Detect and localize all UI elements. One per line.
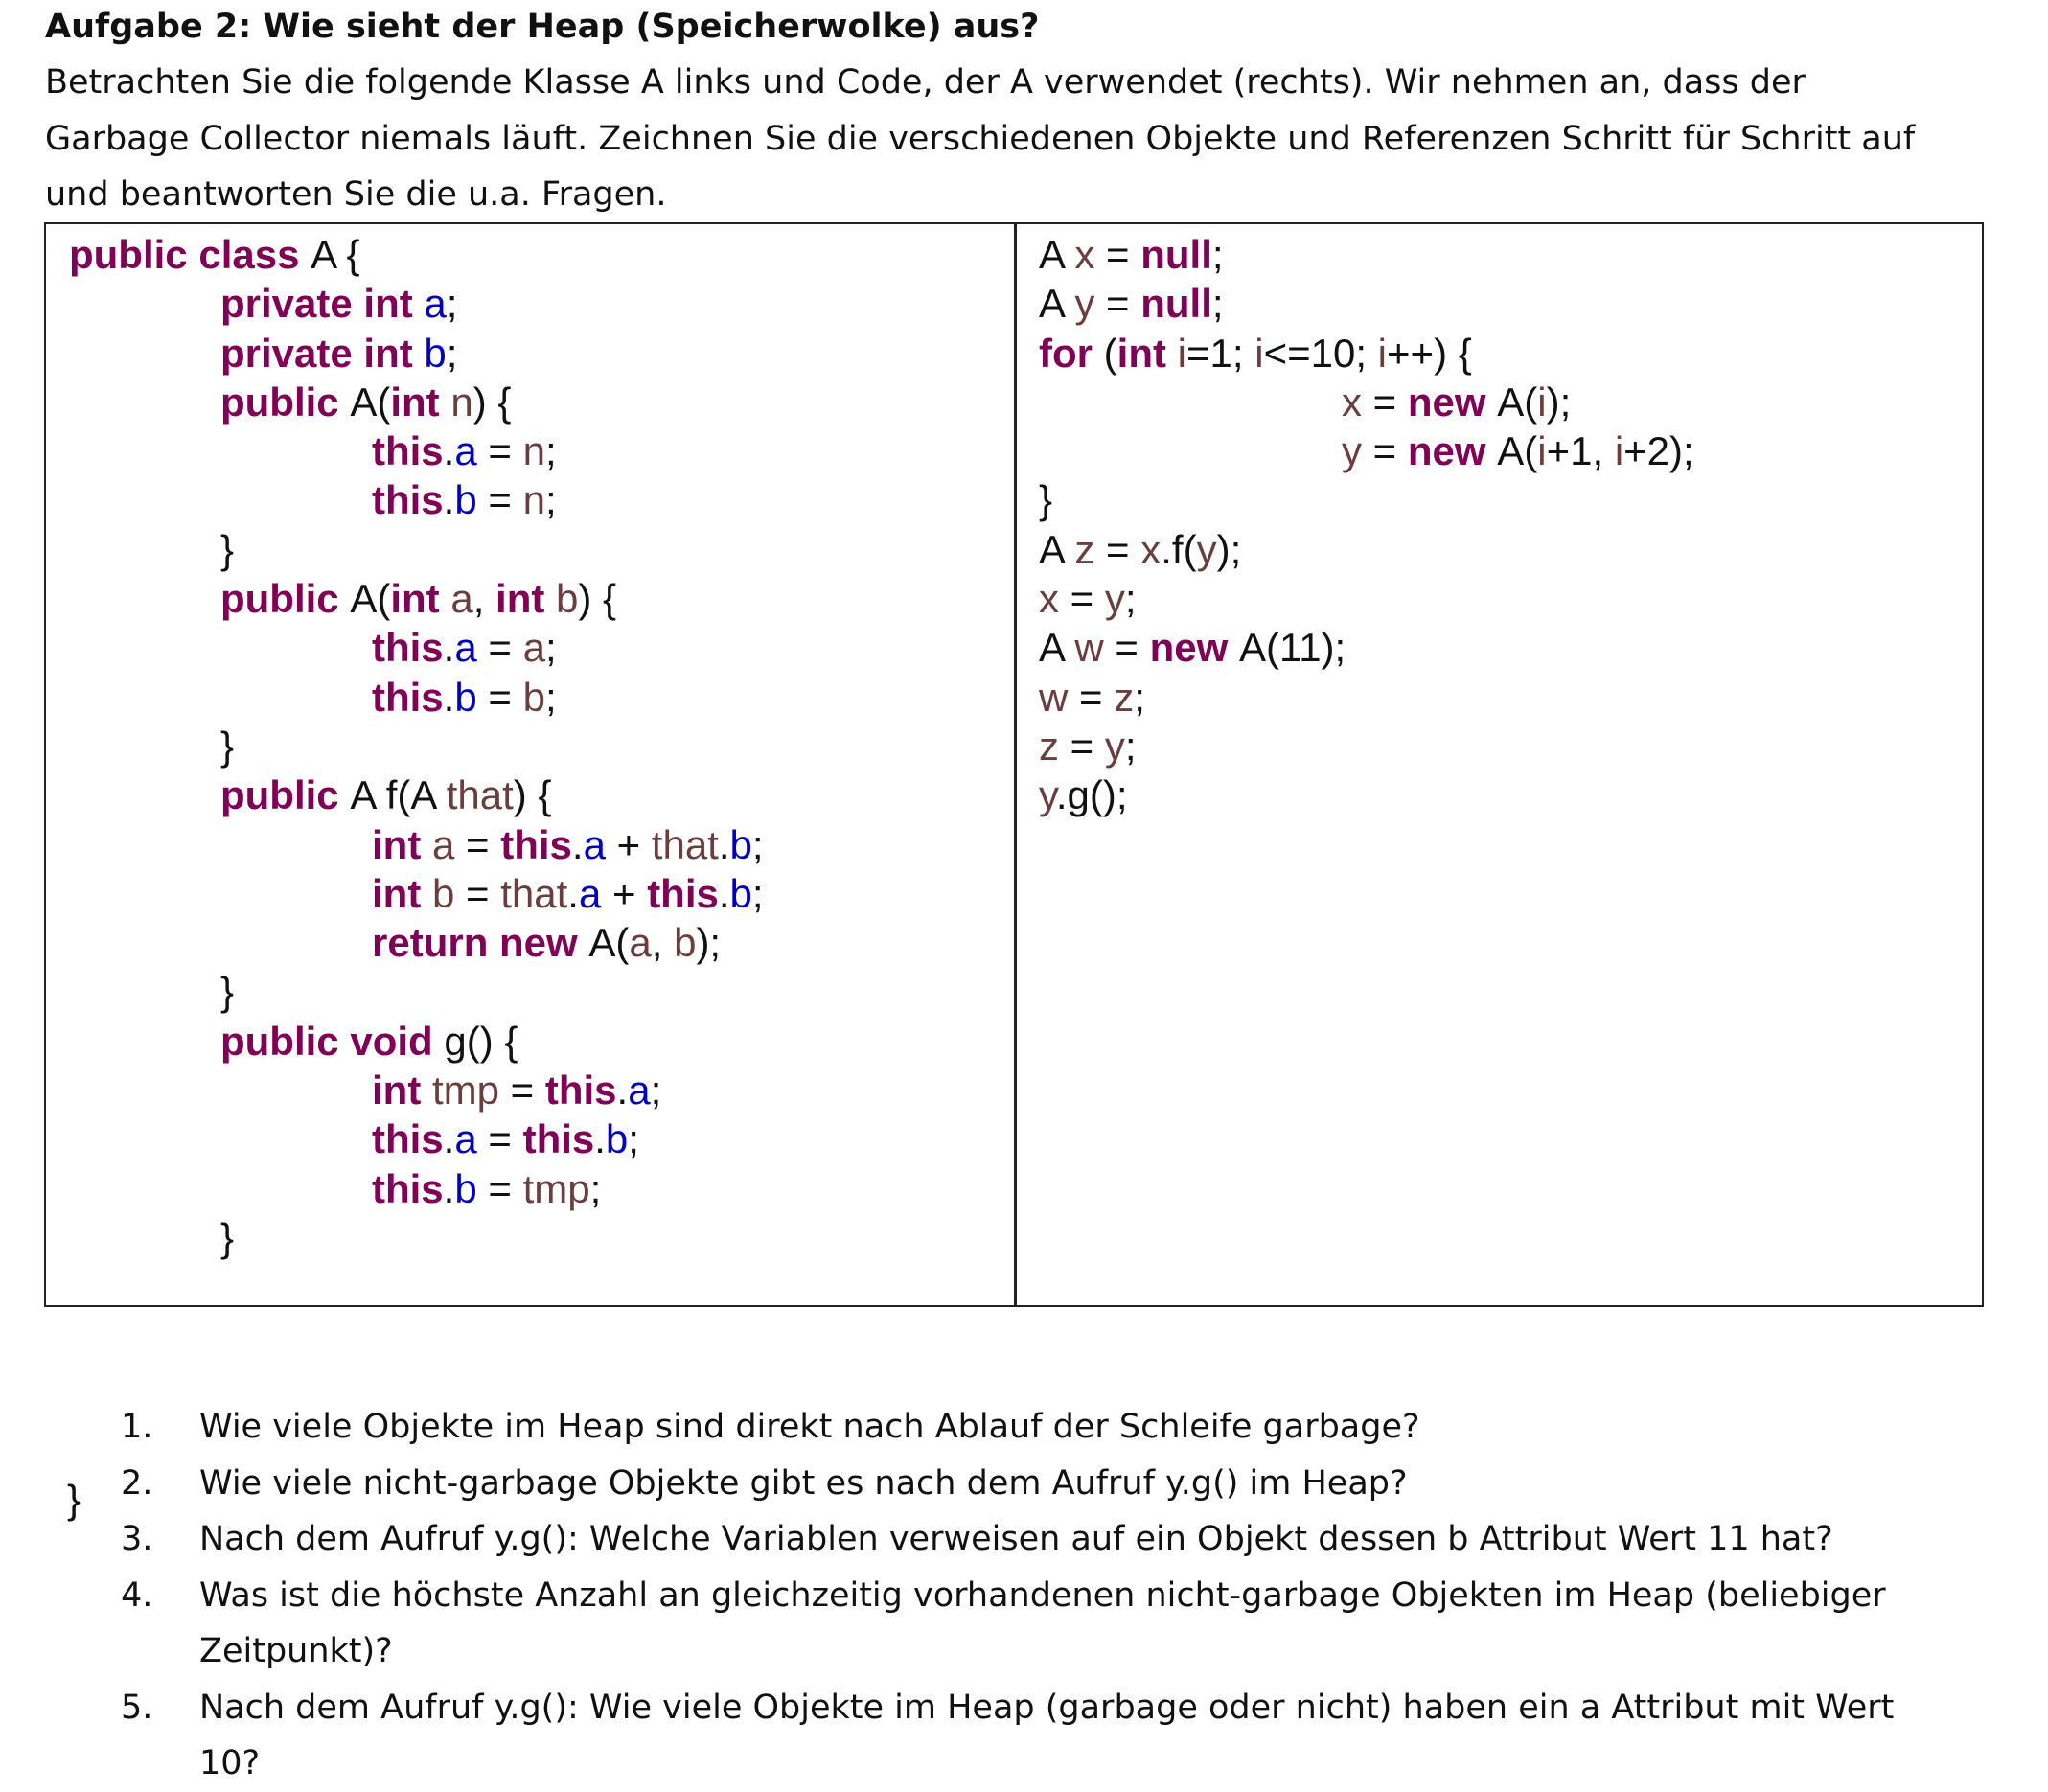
code-line: [1039, 230, 1694, 279]
code-keyword: private int: [220, 330, 425, 376]
code-text: ;: [446, 281, 458, 327]
code-text: }: [220, 526, 235, 572]
code-text: .: [616, 1068, 629, 1114]
code-text: ;: [544, 428, 557, 474]
code-text: .: [443, 1165, 455, 1211]
code-text: =: [476, 674, 523, 720]
question-text: Was ist die höchste Anzahl an gleichzeitig vorhandenen nicht-garbage Objekten im Heap (beliebiger: [199, 1575, 1886, 1615]
code-text: (: [1103, 330, 1117, 376]
code-line: [1039, 770, 1694, 819]
code-text: ;: [1211, 281, 1224, 327]
intro-line: Betrachten Sie die folgende Klasse A links und Code, der A verwendet (rechts). Wir nehmen an, dass der: [45, 63, 1806, 102]
code-text: );: [696, 920, 722, 966]
code-variable: x: [1342, 379, 1362, 425]
code-field: a: [454, 428, 477, 474]
code-line: [1039, 525, 1694, 574]
code-text: A: [1039, 281, 1075, 327]
code-keyword: int: [390, 379, 451, 425]
code-keyword: new: [1407, 379, 1498, 425]
code-text: +: [601, 870, 648, 916]
code-text: ) {: [578, 576, 617, 622]
code-text: .: [443, 428, 455, 474]
code-keyword: new: [1407, 428, 1498, 474]
code-text: A f(A: [350, 772, 447, 818]
code-line: [69, 525, 764, 574]
intro-line: Garbage Collector niemals läuft. Zeichnen Sie die verschiedenen Objekte und Referenzen Schritt für Schritt auf: [45, 119, 1916, 158]
code-text: =: [476, 1116, 523, 1162]
code-variable: i: [1537, 428, 1547, 474]
code-variable: w: [1074, 625, 1104, 671]
code-keyword: public: [220, 379, 351, 425]
code-line: [69, 1164, 764, 1213]
code-line: [69, 230, 764, 279]
code-text: =: [1103, 625, 1150, 671]
code-text: A(: [1497, 428, 1538, 474]
code-variable: a: [629, 920, 652, 966]
code-text: =: [1362, 428, 1408, 474]
code-text: g() {: [444, 1018, 518, 1064]
code-keyword: return new: [372, 920, 589, 966]
code-text: );: [1216, 526, 1242, 572]
code-keyword: int: [1116, 330, 1178, 376]
column-divider: [1014, 224, 1017, 1305]
code-text: =: [476, 1165, 523, 1211]
code-keyword: for: [1039, 330, 1104, 376]
code-text: A: [1039, 625, 1075, 671]
code-variable: z: [1039, 723, 1059, 769]
code-variable: b: [431, 870, 455, 916]
code-line: [69, 869, 764, 918]
code-text: A(: [1497, 379, 1538, 425]
code-text: ,: [651, 920, 675, 966]
code-text: ;: [446, 330, 458, 376]
code-text: =: [1059, 723, 1105, 769]
code-line: [69, 623, 764, 672]
code-line: [69, 1066, 764, 1114]
code-text: .: [443, 674, 455, 720]
code-keyword: null: [1140, 232, 1212, 277]
code-keyword: int: [390, 576, 451, 622]
code-keyword: this: [372, 428, 444, 474]
code-line: [1039, 673, 1694, 722]
code-variable: y: [1196, 526, 1217, 572]
code-keyword: this: [647, 870, 719, 916]
code-line: [69, 279, 764, 328]
code-line: [69, 574, 764, 623]
code-line: [69, 475, 764, 524]
code-line: [69, 426, 764, 475]
code-text: A(: [588, 920, 630, 966]
code-line: [69, 378, 764, 426]
question-item: [121, 1399, 1999, 1456]
code-text: =: [1362, 379, 1408, 425]
code-keyword: int: [372, 870, 432, 916]
code-text: .: [443, 477, 455, 523]
question-text: Wie viele nicht-garbage Objekte gibt es nach dem Aufruf y.g() im Heap?: [199, 1463, 1408, 1503]
code-variable: i: [1377, 330, 1388, 376]
code-keyword: public: [220, 576, 351, 622]
code-keyword: private int: [220, 281, 425, 327]
code-keyword: int: [372, 821, 432, 867]
code-text: A(: [350, 576, 391, 622]
code-field: b: [605, 1116, 629, 1162]
question-item: [121, 1680, 1999, 1792]
code-field: b: [729, 821, 752, 867]
code-variable: x: [1074, 232, 1095, 277]
code-variable: w: [1039, 674, 1069, 720]
code-variable: i: [1177, 330, 1186, 376]
question-text: 10?: [199, 1744, 261, 1782]
code-text: ;: [650, 1068, 662, 1114]
code-text: A(: [350, 379, 391, 425]
code-keyword: this: [372, 674, 444, 720]
code-text: ) {: [513, 772, 552, 818]
code-variable: y: [1104, 723, 1125, 769]
question-text: Wie viele Objekte im Heap sind direkt nach Ablauf der Schleife garbage?: [199, 1408, 1420, 1446]
code-field: a: [424, 281, 447, 327]
question-number: 5.: [121, 1688, 153, 1727]
code-text: =: [499, 1068, 545, 1114]
code-field: a: [583, 821, 606, 867]
code-field: a: [454, 1116, 477, 1162]
code-keyword: int: [372, 1068, 432, 1114]
question-number: 4.: [121, 1575, 153, 1615]
class-closing-brace: }: [67, 1477, 81, 1522]
code-keyword: int: [495, 576, 557, 622]
code-text: =: [1094, 281, 1141, 327]
code-text: .: [718, 870, 730, 916]
code-text: .: [571, 821, 584, 867]
code-text: ;: [1124, 576, 1137, 622]
question-item: [121, 1568, 1999, 1680]
code-field: a: [578, 870, 602, 916]
code-variable: n: [522, 428, 545, 474]
intro-paragraph: [45, 55, 1981, 223]
code-text: +2);: [1623, 428, 1694, 474]
code-line: [69, 722, 764, 770]
code-text: +: [605, 821, 652, 867]
code-keyword: this: [372, 625, 444, 671]
code-keyword: this: [372, 477, 444, 523]
code-variable: tmp: [431, 1068, 499, 1114]
code-line: [1039, 378, 1694, 426]
code-line: [1039, 426, 1694, 475]
code-line: [1039, 279, 1694, 328]
code-keyword: public: [220, 772, 351, 818]
code-variable: b: [522, 674, 545, 720]
code-line: [1039, 475, 1694, 524]
code-variable: y: [1074, 281, 1095, 327]
code-text: <=10;: [1263, 330, 1378, 376]
code-text: =: [476, 625, 523, 671]
code-text: ;: [628, 1116, 639, 1162]
class-a-code: [69, 230, 764, 1262]
code-text: A: [1039, 232, 1075, 277]
code-text: ;: [544, 477, 557, 523]
code-variable: i: [1254, 330, 1264, 376]
code-variable: n: [522, 477, 545, 523]
code-text: .: [594, 1116, 606, 1162]
code-line: [1039, 329, 1694, 378]
code-variable: z: [1074, 526, 1095, 572]
code-text: ++) {: [1387, 330, 1472, 376]
code-text: =: [1068, 674, 1115, 720]
code-variable: x: [1140, 526, 1162, 572]
usage-code: [1039, 230, 1694, 820]
code-line: [69, 1017, 764, 1066]
code-field: a: [454, 625, 477, 671]
code-text: ;: [1134, 674, 1145, 720]
code-variable: y: [1342, 428, 1362, 474]
code-variable: that: [446, 772, 514, 818]
code-text: }: [220, 969, 235, 1015]
code-variable: that: [500, 870, 568, 916]
code-line: [69, 967, 764, 1016]
question-text: Nach dem Aufruf y.g(): Wie viele Objekte im Heap (garbage oder nicht) haben ein a Attribut mit Wert: [199, 1688, 1895, 1727]
code-text: .f(: [1161, 526, 1197, 572]
code-text: .: [443, 1116, 455, 1162]
code-text: A: [1039, 526, 1075, 572]
code-variable: a: [450, 576, 473, 622]
code-text: ;: [544, 674, 557, 720]
code-text: A(11);: [1238, 625, 1346, 671]
code-text: =: [476, 428, 523, 474]
code-text: A {: [311, 232, 360, 277]
code-text: =1;: [1185, 330, 1255, 376]
code-field: a: [628, 1068, 651, 1114]
code-text: );: [1546, 379, 1572, 425]
code-keyword: this: [372, 1165, 444, 1211]
code-text: ,: [472, 576, 496, 622]
code-text: ;: [544, 625, 557, 671]
code-text: .: [718, 821, 730, 867]
code-variable: tmp: [522, 1165, 590, 1211]
code-text: =: [454, 821, 501, 867]
question-list: [121, 1399, 1999, 1792]
code-text: ;: [751, 821, 764, 867]
code-text: .: [567, 870, 579, 916]
code-field: b: [454, 674, 477, 720]
code-line: [69, 329, 764, 378]
code-field: b: [729, 870, 752, 916]
code-line: [69, 918, 764, 967]
code-text: .: [443, 625, 455, 671]
code-text: ;: [1211, 232, 1224, 277]
exercise-title: Aufgabe 2: Wie sieht der Heap (Speicherwolke) aus?: [45, 8, 1040, 46]
code-keyword: this: [522, 1116, 595, 1162]
intro-line: und beantworten Sie die u.a. Fragen.: [45, 175, 667, 214]
question-text: Zeitpunkt)?: [199, 1632, 393, 1670]
code-variable: y: [1104, 576, 1125, 622]
code-text: =: [476, 477, 523, 523]
question-number: 1.: [121, 1408, 153, 1446]
code-field: b: [424, 330, 447, 376]
code-line: [1039, 722, 1694, 770]
code-line: [69, 1213, 764, 1262]
code-variable: y: [1039, 772, 1056, 818]
code-keyword: this: [500, 821, 572, 867]
code-variable: z: [1114, 674, 1135, 720]
code-keyword: null: [1140, 281, 1212, 327]
question-item: [121, 1456, 1999, 1512]
code-variable: i: [1537, 379, 1547, 425]
code-keyword: public void: [220, 1018, 445, 1064]
question-text: Nach dem Aufruf y.g(): Welche Variablen verweisen auf ein Objekt dessen b Attribut Wert 11 hat?: [199, 1520, 1833, 1558]
code-text: +1,: [1546, 428, 1615, 474]
code-text: =: [1094, 232, 1141, 277]
code-field: b: [454, 1165, 477, 1211]
code-variable: a: [522, 625, 545, 671]
code-text: ;: [589, 1165, 602, 1211]
code-line: [1039, 574, 1694, 623]
code-field: b: [454, 477, 477, 523]
code-variable: a: [431, 821, 455, 867]
code-text: =: [1094, 526, 1141, 572]
question-item: [121, 1511, 1999, 1568]
question-number: 2.: [121, 1463, 153, 1503]
code-line: [69, 820, 764, 869]
code-variable: x: [1039, 576, 1059, 622]
code-variable: b: [674, 920, 697, 966]
code-text: .g();: [1055, 772, 1128, 818]
code-line: [1039, 623, 1694, 672]
question-number: 3.: [121, 1520, 153, 1558]
code-text: =: [454, 870, 501, 916]
code-text: ) {: [472, 379, 512, 425]
code-variable: that: [651, 821, 719, 867]
code-text: ;: [1124, 723, 1137, 769]
code-text: ;: [751, 870, 764, 916]
code-keyword: new: [1149, 625, 1239, 671]
code-line: [69, 770, 764, 819]
code-text: =: [1059, 576, 1105, 622]
code-variable: n: [450, 379, 473, 425]
code-variable: i: [1614, 428, 1624, 474]
code-text: }: [220, 1214, 235, 1260]
code-text: }: [220, 723, 235, 769]
code-line: [69, 673, 764, 722]
code-variable: b: [556, 576, 579, 622]
code-keyword: public class: [69, 232, 311, 277]
code-text: }: [1039, 477, 1053, 523]
code-keyword: this: [544, 1068, 617, 1114]
code-line: [69, 1114, 764, 1163]
code-keyword: this: [372, 1116, 444, 1162]
